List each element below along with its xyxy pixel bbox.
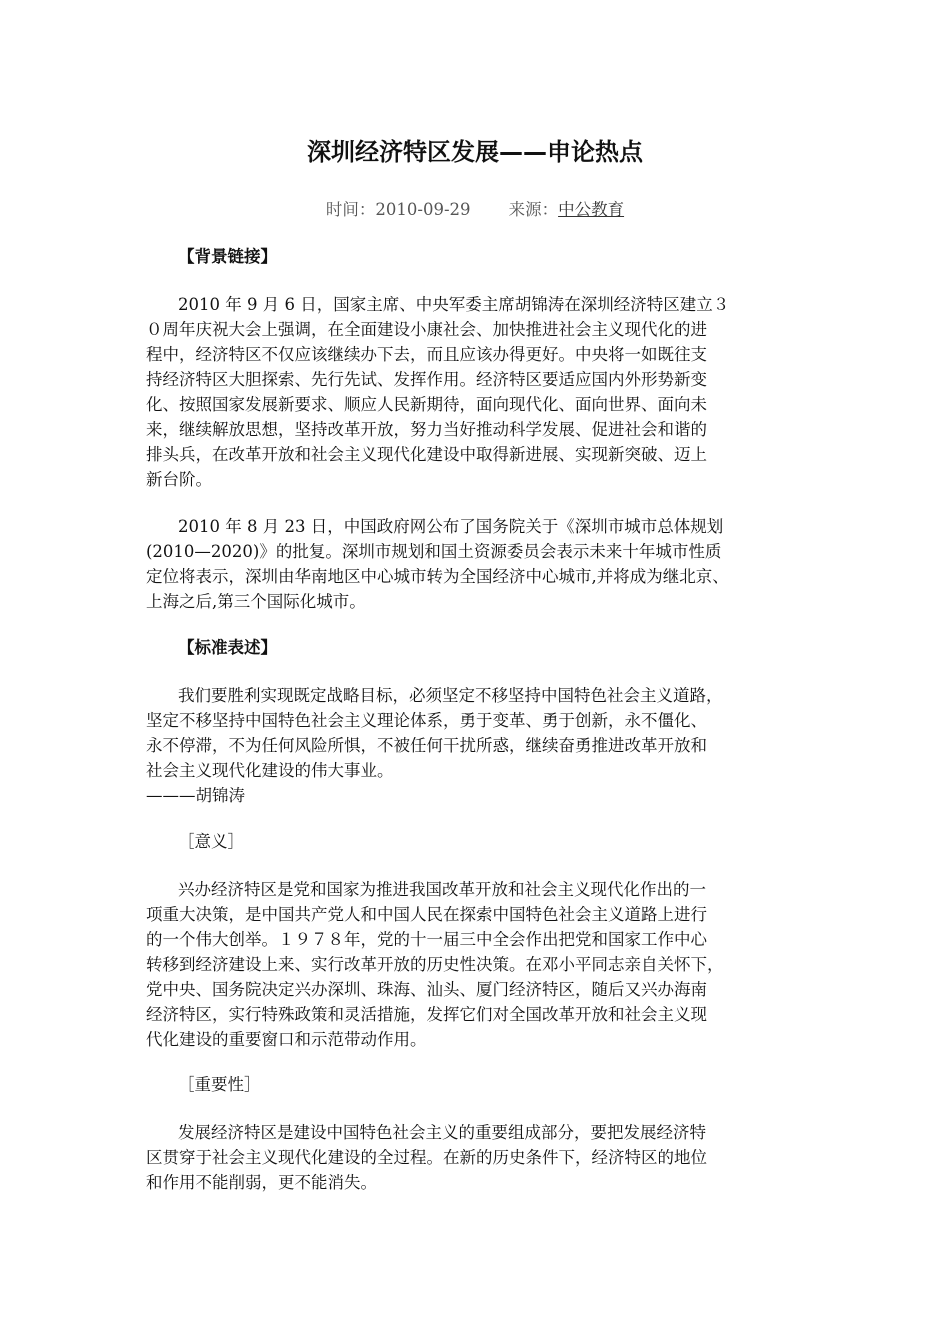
article-title: 深圳经济特区发展——申论热点 [307,138,643,166]
quote-attribution: ———胡锦涛 [146,786,245,805]
text-line: 代化建设的重要窗口和示范带动作用。 [146,1030,427,1049]
text-line: 兴办经济特区是党和国家为推进我国改革开放和社会主义现代化作出的一 [178,880,706,899]
text-line: 转移到经济建设上来、实行改革开放的历史性决策。在邓小平同志亲自关怀下， [146,955,724,974]
text-line: 程中，经济特区不仅应该继续办下去，而且应该办得更好。中央将一如既往支 [146,345,707,364]
section-heading-significance: ［意义］ [178,832,244,851]
text-line: 项重大决策，是中国共产党人和中国人民在探索中国特色社会主义道路上进行 [146,905,707,924]
text-line: (2010—2020)》的批复。深圳市规划和国土资源委员会表示未来十年城市性质 [146,542,722,561]
text-line: 2010 年 9 月 6 日，国家主席、中央军委主席胡锦涛在深圳经济特区建立３ [178,295,730,314]
source-label: 来源： [508,200,559,219]
paragraph-importance [146,1120,826,1195]
text-line: 永不停滞，不为任何风险所惧，不被任何干扰所惑，继续奋勇推进改革开放和 [146,736,707,755]
article-meta [0,198,950,222]
text-line: 区贯穿于社会主义现代化建设的全过程。在新的历史条件下，经济特区的地位 [146,1148,707,1167]
source-link[interactable]: 中公教育 [558,200,625,219]
text-line: 来，继续解放思想，坚持改革开放，努力当好推动科学发展、促进社会和谐的 [146,420,707,439]
text-line: 我们要胜利实现既定战略目标，必须坚定不移坚持中国特色社会主义道路， [178,686,723,705]
text-line: 2010 年 8 月 23 日，中国政府网公布了国务院关于《深圳市城市总体规划 [178,517,724,536]
publish-time: 时间：2010-09-29 [325,200,471,219]
paragraph-standard [146,683,826,808]
text-line: 和作用不能削弱，更不能消失。 [146,1173,377,1192]
text-line: ０周年庆祝大会上强调，在全面建设小康社会、加快推进社会主义现代化的进 [146,320,707,339]
text-line: 持经济特区大胆探索、先行先试、发挥作用。经济特区要适应国内外形势新变 [146,370,707,389]
text-line: 发展经济特区是建设中国特色社会主义的重要组成部分，要把发展经济特 [178,1123,706,1142]
text-line: 经济特区，实行特殊政策和灵活措施，发挥它们对全国改革开放和社会主义现 [146,1005,707,1024]
text-line: 排头兵，在改革开放和社会主义现代化建设中取得新进展、实现新突破、迈上 [146,445,707,464]
text-line: 社会主义现代化建设的伟大事业。 [146,761,394,780]
text-line: 坚定不移坚持中国特色社会主义理论体系，勇于变革、勇于创新，永不僵化、 [146,711,707,730]
paragraph-background-1 [146,292,826,492]
paragraph-significance [146,877,826,1052]
section-heading-standard: 【标准表述】 [178,638,277,657]
text-line: 的一个伟大创举。１９７８年，党的十一届三中全会作出把党和国家工作中心 [146,930,707,949]
text-line: 定位将表示，深圳由华南地区中心城市转为全国经济中心城市,并将成为继北京、 [146,567,729,586]
paragraph-background-2 [146,514,826,614]
text-line: 党中央、国务院决定兴办深圳、珠海、汕头、厦门经济特区，随后又兴办海南 [146,980,707,999]
section-heading-importance: ［重要性］ [178,1075,261,1094]
text-line: 新台阶。 [146,470,212,489]
text-line: 化、按照国家发展新要求、顺应人民新期待，面向现代化、面向世界、面向未 [146,395,707,414]
section-heading-background: 【背景链接】 [178,247,277,266]
text-line: 上海之后,第三个国际化城市。 [146,592,366,611]
